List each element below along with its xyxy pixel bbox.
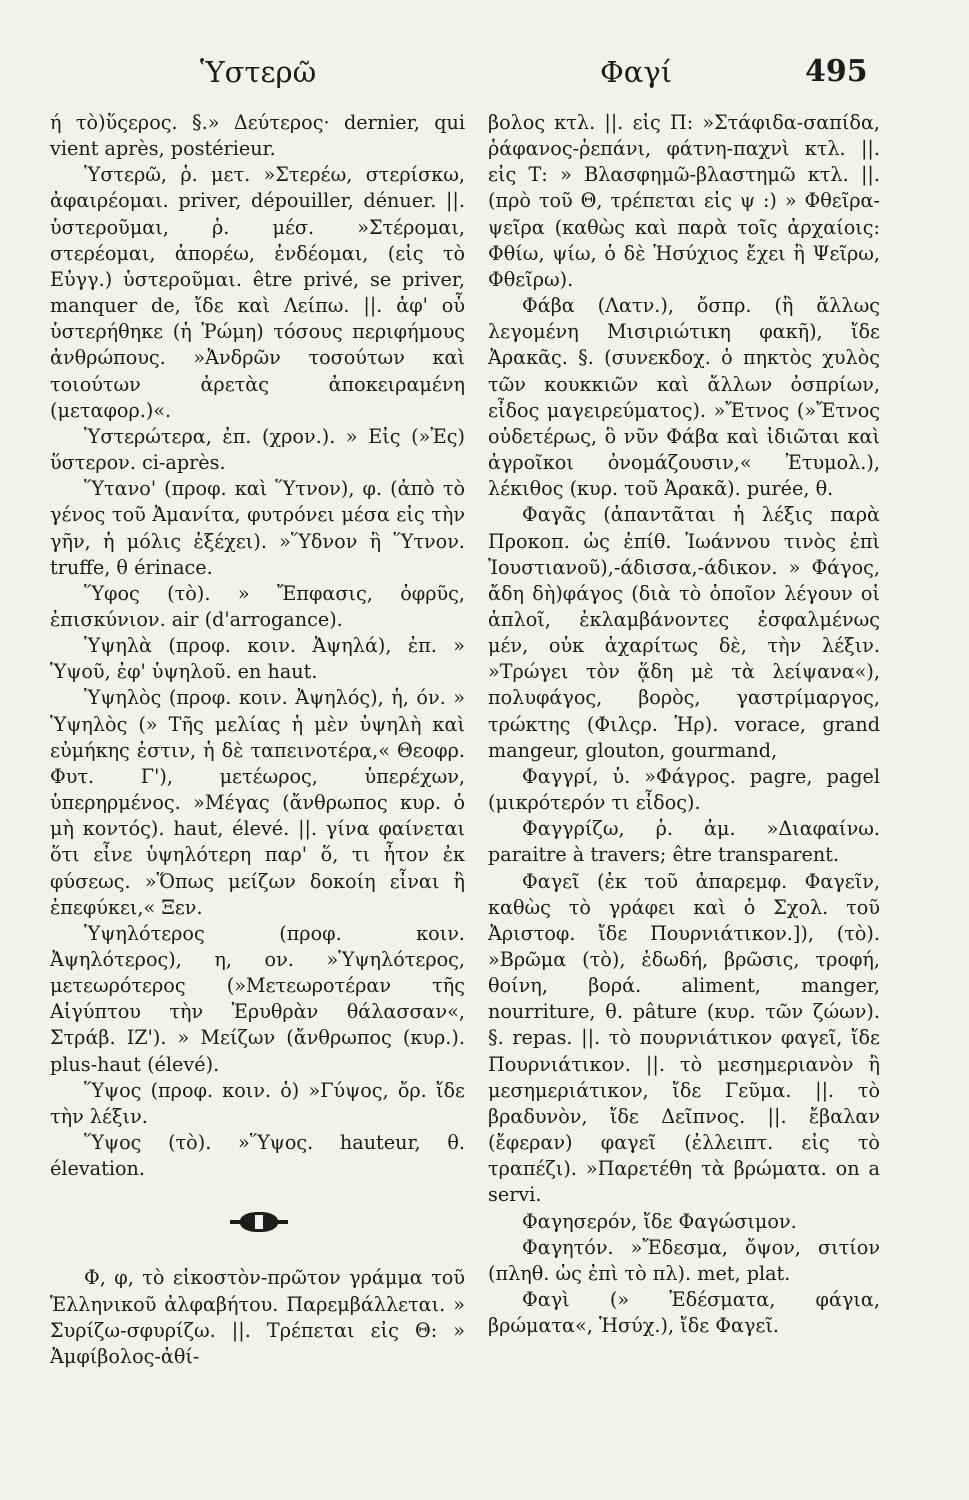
right-column: [488, 110, 880, 1339]
entry-ysterwtera: Ὑστερώτερα, ἐπ. (χρον.). » Εἰς (»Ἐς) ὕστερον. ci-après.: [50, 424, 465, 475]
entry-fagi: Φαγὶ (» Ἐδέσματα, φάγια, βρώματα«, Ἡσύχ.), ἴδε Φαγεῖ.: [488, 1288, 880, 1338]
left-column: [50, 110, 465, 1370]
entry-letter-phi: Φ, φ, τὸ εἰκοστὸν-πρῶτον γράμμα τοῦ Ἑλληνικοῦ ἀλφαβήτου. Παρεμβάλλεται. » Συρίζω-σφυρίζω. ||. Τρέπεται εἰς Θ: » Ἀμφίβολος-ἀθί-: [50, 1266, 465, 1368]
entry-faggrizw: Φαγγρίζω, ῥ. ἀμ. »Διαφαίνω. paraitre à travers; être transparent.: [488, 817, 880, 867]
entry-fagiseron: Φαγησερόν, ἴδε Φαγώσιμον.: [522, 1209, 797, 1233]
entry-fragment: ή τὸ)ὕςερος. §.» Δεύτερος· dernier, qui vient après, postérieur.: [50, 111, 465, 161]
entry-ypsila: Ὑψηλὰ (προφ. κοιν. Ἀψηλά), ἐπ. » Ὑψοῦ, ἐφ' ὑψηλοῦ. en haut.: [50, 634, 465, 684]
entry-ytano: Ὕτανο' (προφ. καὶ Ὕτνον), φ. (ἀπὸ τὸ γένος τοῦ Ἀμανίτα, φυτρόνει μέσα εἰς τὴν γῆν, ἡ μόλις ἐξέχει). »Ὕδνον ἢ Ὕτνον. truffe, θ érinace.: [50, 477, 465, 579]
entry-fava: Φάβα (Λατν.), ὄσπρ. (ἢ ἄλλως λεγομένη Μισιριώτικη φακῆ), ἴδε Ἀρακᾶς. §. (συνεκδοχ. ὁ πηκτὸς χυλὸς τῶν κουκκιῶν καὶ ἄλλων ὀσπρίων, εἶδος μαγειρεύματος). »Ἔτνος (»Ἔτνος οὐδετέρως, ὃ νῦν Φάβα καὶ ἰδιῶται καὶ ἀγροῖκοι ὀνομάζουσιν,« Ἐτυμολ.), λέκιθος (κυρ. τοῦ Ἀρακᾶ). purée, θ.: [488, 294, 880, 501]
entry-fagas: Φαγᾶς (ἀπαντᾶται ἡ λέξις παρὰ Προκοπ. ὡς ἐπίθ. Ἰωάννου τινὸς ἐπὶ Ἰουστιανοῦ),-άδισσα,-άδικον. » Φάγος, ἄδη δὴ)φάγος (διὰ τὸ ὁποῖον λέγουν οἱ ἁπλοῖ, ἐκλαμβάνοντες ἐσφαλμένως μέν, οὐκ ἀχαρίτως δὲ, τὴν λέξιν. »Τρώγει τὸν ᾅδη μὲ τὰ λείψανα«), πολυφάγος, βορὸς, γαστρίμαργος, τρώκτης (Φιλςρ. Ἡρ). vorace, grand mangeur, glouton, gourmand,: [488, 503, 880, 762]
running-head-right: Φαγί: [600, 55, 673, 89]
running-head-left: Ὑστερῶ: [200, 55, 317, 89]
entry-fagiton: Φαγητόν. »Ἔδεσμα, ὄψον, σιτίον (πληθ. ὡς ἐπὶ τὸ πλ). met, plat.: [488, 1235, 880, 1285]
entry-fagei: Φαγεῖ (ἐκ τοῦ ἀπαρεμφ. Φαγεῖν, καθὼς τὸ γράφει καὶ ὁ Σχολ. τοῦ Ἀριστοφ. ἴδε Πουρνιάτικον.]), (τὸ). »Βρῶμα (τὸ), ἐδωδή, βρῶσις, τροφή, θοίνη, βορά. aliment, manger, nourriture, θ. pâture (κυρ. τῶν ζώων). §. repas. ||. τὸ πουρνιάτικον φαγεῖ, ἴδε Πουρνιάτικον. ||. τὸ μεσημεριανὸν ἢ μεσημεριάτικον, ἴδε Γεῦμα. ||. τὸ βραδυνὸν, ἴδε Δεῖπνος. ||. ἔβαλαν (ἔφεραν) φαγεῖ (ἐλλειπτ. εἰς τὸ τραπέζι). »Παρετέθη τὰ βρώματα. on a servi.: [488, 869, 880, 1207]
page-number: 495: [805, 54, 868, 89]
entry-continuation: βολος κτλ. ||. εἰς Π: »Στάφιδα-σαπίδα, ῥάφανος-ῥεπάνι, φάτνη-παχνὶ κτλ. ||. εἰς Τ: » Βλασφημῶ-βλαστημῶ κτλ. ||. (πρὸ τοῦ Θ, τρέπεται εἰς ψ :) » Φθεῖρα-ψεῖρα (καθὼς καὶ παρὰ τοῖς ἀρχαίοις: Φθίω, ψίω, ὁ δὲ Ἡσύχιος ἔχει ἢ Ψεῖρω, Φθεῖρω).: [488, 111, 880, 291]
section-ornament-icon: [240, 1212, 278, 1232]
entry-ypsilos: Ὑψηλὸς (προφ. κοιν. Ἀψηλός), ἡ, όν. » Ὑψηλὸς (» Τῆς μελίας ἡ μὲν ὑψηλὴ καὶ εὐμήκης ἐστιν, ἡ δὲ ταπεινοτέρα,« Θεοφρ. Φυτ. Γ'), μετέωρος, ὑπερέχων, ὑπερηρμένος. »Μέγας (ἄνθρωπος κυρ. ὁ μὴ κοντός). haut, élevé. ||. γίνα φαίνεται ὅτι εἶνε ὑψηλότερη παρ' ὅ, τι ἦτον ἐκ φύσεως. »Ὅπως μείζων δοκοίη εἶναι ἢ ἐπεφύκει,« Ξεν.: [50, 686, 465, 919]
entry-yfos: Ὕφος (τὸ). » Ἔπφασις, ὀφρῦς, ἐπισκύνιον. air (d'arrogance).: [50, 581, 465, 631]
entry-ysterw: Ὑστερῶ, ῥ. μετ. »Στερέω, στερίσκω, ἀφαιρέομαι. priver, dépouiller, dénuer. ||. ὑστεροῦμαι, ῥ. μέσ. »Στέρομαι, στερέομαι, ἀπορέω, ἐνδέομαι, (εἰς τὸ Εὐγγ.) ὑστεροῦμαι. être privé, se priver, manquer de, ἴδε καὶ Λείπω. ||. ἀφ' οὗ ὑστερήθηκε (ἡ Ῥώμη) τόσους περιφήμους ἀνθρώπους. »Ἀνδρῶν τοσούτων καὶ τοιούτων ἀρετὰς ἀποκειραμένη (μεταφορ.)«.: [50, 163, 465, 422]
entry-faggri: Φαγγρί, ὑ. »Φάγρος. pagre, pagel (μικρότερόν τι εἶδος).: [488, 764, 880, 815]
entry-ypsos-masc: Ὕψος (προφ. κοιν. ὁ) »Γύψος, ὄρ. ἴδε τὴν λέξιν.: [50, 1078, 465, 1128]
entry-ypsos-neut: Ὕψος (τὸ). »Ὕψος. hauteur, θ. élevation.: [50, 1131, 465, 1181]
entry-ypsiloteros: Ὑψηλότερος (προφ. κοιν. Ἀψηλότερος), η, ον. »Ὑψηλότερος, μετεωρότερος (»Μετεωροτέραν τῆς Αἰγύπτου τὴν Ἐρυθρὰν θάλασσαν«, Στράβ. ΙΖ'). » Μείζων (ἄνθρωπος (κυρ.). plus-haut (élevé).: [50, 921, 465, 1076]
